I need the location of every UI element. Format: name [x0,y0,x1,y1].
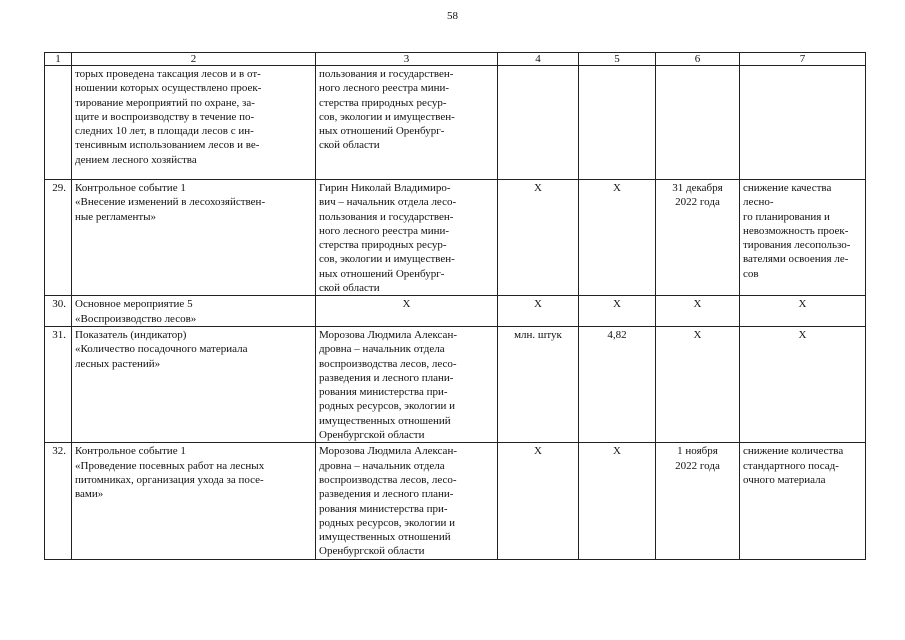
row-deadline: X [656,326,740,442]
row-number: 30. [45,296,72,327]
row-number: 32. [45,443,72,559]
row-responsible: X [316,296,498,327]
row-value: X [579,296,656,327]
row-unit: X [498,180,579,296]
page-number: 58 [447,10,458,22]
row-responsible: пользования и государствен- ного лесного реестра мини- стерства природных ресур- сов, экологии и имуществен- ных отношений Оренбург- ской области [316,66,498,180]
row-deadline: 1 ноября 2022 года [656,443,740,559]
row-unit: X [498,296,579,327]
row-name: Основное мероприятие 5 «Воспроизводство лесов» [72,296,316,327]
row-number: 29. [45,180,72,296]
row-responsible: Морозова Людмила Алексан- дровна – начальник отдела воспроизводства лесов, лесо- разведения и лесного плани- рования министерства при- родных ресурсов, экологии и имущественных отношений Оренбургской области [316,326,498,442]
row-unit: млн. штук [498,326,579,442]
table-row-31 [45,326,866,442]
row-unit [498,66,579,180]
row-number [45,66,72,180]
row-name: Контрольное событие 1 «Внесение изменений в лесохозяйствен- ные регламенты» [72,180,316,296]
column-header-7: 7 [740,53,866,66]
column-header-3: 3 [316,53,498,66]
table-row-32 [45,443,866,559]
row-responsible: Морозова Людмила Алексан- дровна – начальник отдела воспроизводства лесов, лесо- разведения и лесного плани- рования министерства при- родных ресурсов, экологии и имущественных отношений Оренбургской области [316,443,498,559]
row-value [579,66,656,180]
row-risk: X [740,296,866,327]
column-number-row [45,53,866,66]
row-unit: X [498,443,579,559]
table-row-30 [45,296,866,327]
row-responsible: Гирин Николай Владимиро- вич – начальник отдела лесо- пользования и государствен- ного лесного реестра мини- стерства природных ресур- сов, экологии и имуществен- ных отношений Оренбург- ской области [316,180,498,296]
column-header-2: 2 [72,53,316,66]
row-deadline [656,66,740,180]
row-risk: X [740,326,866,442]
row-value: X [579,180,656,296]
row-value: X [579,443,656,559]
row-name: Контрольное событие 1 «Проведение посевных работ на лесных питомниках, организация ухода за посе- вами» [72,443,316,559]
column-header-4: 4 [498,53,579,66]
row-risk: снижение количества стандартного посад- очного материала [740,443,866,559]
column-header-5: 5 [579,53,656,66]
row-name: Показатель (индикатор) «Количество посадочного материала лесных растений» [72,326,316,442]
column-header-6: 6 [656,53,740,66]
program-table [44,52,866,560]
row-deadline: 31 декабря 2022 года [656,180,740,296]
row-risk: снижение качества лесно- го планирования и невозможность проек- тирования лесопользо- вателями освоения ле- сов [740,180,866,296]
row-number: 31. [45,326,72,442]
row-value: 4,82 [579,326,656,442]
table-row-29 [45,180,866,296]
row-risk [740,66,866,180]
row-deadline: X [656,296,740,327]
column-header-1: 1 [45,53,72,66]
table-row-continued [45,66,866,180]
row-name: торых проведена таксация лесов и в от- ношении которых осуществлено проек- тирование мероприятий по охране, за- щите и воспроизводству в течение по- следних 10 лет, в площади лесов с ин- тенсивным использованием лесов и ве- дением лесного хозяйства [72,66,316,180]
